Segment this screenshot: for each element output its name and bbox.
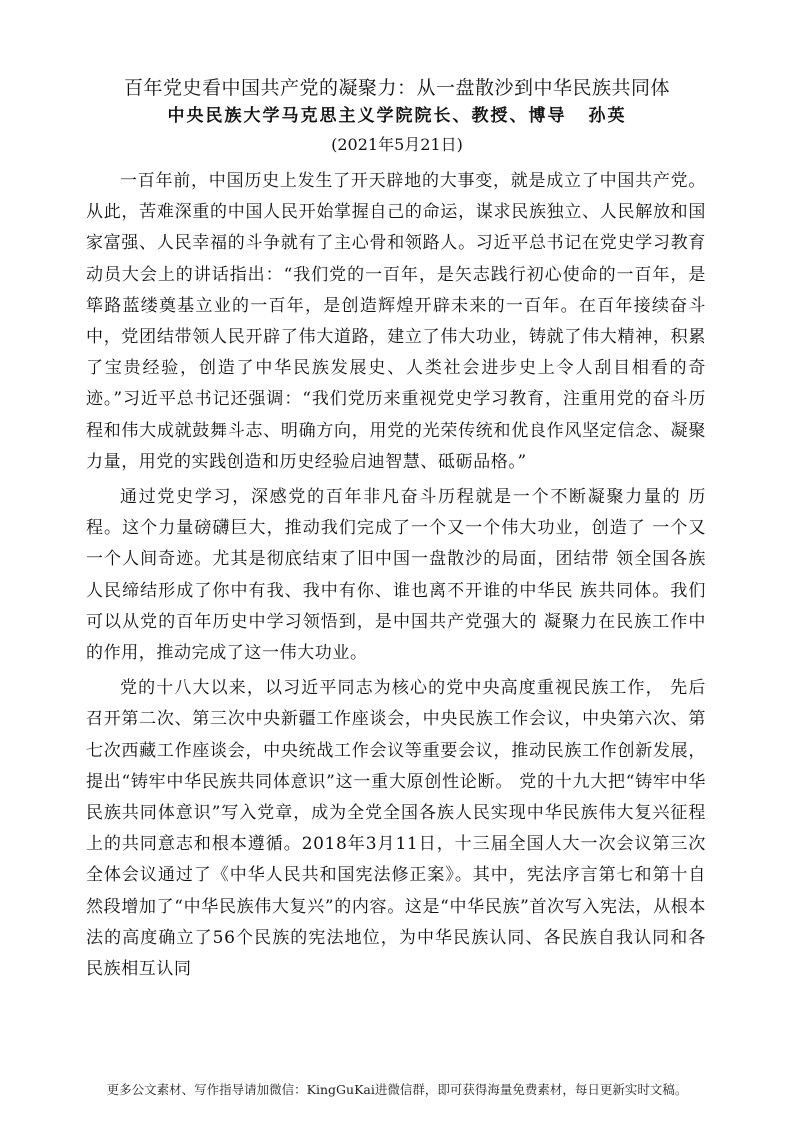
paragraph: 党的十八大以来，以习近平同志为核心的党中央高度重视民族工作， 先后召开第二次、第三次中央新疆工作座谈会，中央民族工作会议，中央第六次、第七次西藏工作座谈会，中央统战工作会议等重要会议，推动民族工作创新发展，提出“铸牢中华民族共同体意识”这一重大原创性论断。 党的十九大把“铸牢中华民族共同体意识”写入党章，成为全党全国各族人民实现中华民族伟大复兴征程上的共同意志和根本遵循。2018年3月11日，十三届全国人大一次会议第三次全体会议通过了《中华人民共和国宪法修正案》。其中，宪法序言第七和第十自然段增加了“中华民族伟大复兴”的内容。这是“中华民族”首次写入宪法，从根本法的高度确立了56个民族的宪法地位，为中华民族认同、各民族自我认同和各民族相互认同 [86, 678, 706, 980]
document-title: 百年党史看中国共产党的凝聚力：从一盘散沙到中华民族共同体 [123, 77, 670, 99]
article-body [86, 166, 706, 989]
footer-promo-text: 更多公文素材、写作指导请加微信：KingGuKai进微信群，即可获得海量免费素材，每日更新实时文稿。 [106, 1082, 688, 1097]
author-affiliation: 中央民族大学马克思主义学院院长、教授、博导 [167, 106, 567, 126]
author-name: 孙英 [588, 106, 627, 126]
paragraph: 一百年前，中国历史上发生了开天辟地的大事变，就是成立了中国共产党。从此，苦难深重的中国人民开始掌握自己的命运，谋求民族独立、人民解放和国家富强、人民幸福的斗争就有了主心骨和领路人。习近平总书记在党史学习教育动员大会上的讲话指出：“我们党的一百年，是矢志践行初心使命的一百年，是筚路蓝缕奠基立业的一百年，是创造辉煌开辟未来的一百年。在百年接续奋斗中，党团结带领人民开辟了伟大道路，建立了伟大功业，铸就了伟大精神，积累了宝贵经验，创造了中华民族发展史、人类社会进步史上令人刮目相看的奇迹。”习近平总书记还强调：“我们党历来重视党史学习教育，注重用党的奋斗历程和伟大成就鼓舞斗志、明确方向，用党的光荣传统和优良作风坚定信念、凝聚力量，用党的实践创造和历史经验启迪智慧、砥砺品格。” [86, 171, 706, 472]
document-date: (2021年5月21日) [331, 135, 463, 154]
author-line [0, 103, 794, 129]
paragraph: 通过党史学习，深感党的百年非凡奋斗历程就是一个不断凝聚力量的 历程。这个力量磅礴巨大，推动我们完成了一个又一个伟大功业，创造了 一个又一个人间奇迹。尤其是彻底结束了旧中国一盘散沙的局面，团结带 领全国各族人民缔结形成了你中有我、我中有你、谁也离不开谁的中华民 族共同体。我们可以从党的百年历史中学习领悟到，是中国共产党强大的 凝聚力在民族工作中的作用，推动完成了这一伟大功业。 [86, 487, 706, 664]
